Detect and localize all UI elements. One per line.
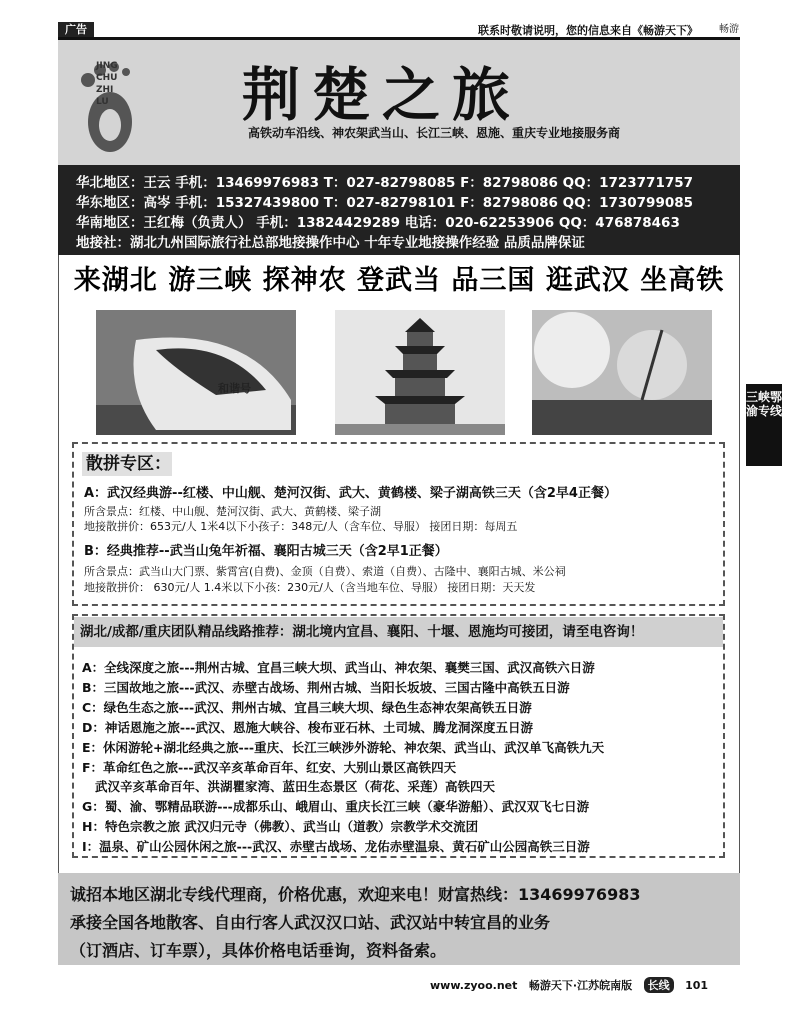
- route-a-price: 地接散拼价：653元/人 1米4以下小孩子：348元/人（含车位、导服） 接团日期：每周五: [84, 520, 518, 533]
- tour-route: F：革命红色之旅---武汉辛亥革命百年、红安、大别山景区高铁四天: [82, 760, 457, 775]
- recruit-line: 承接全国各地散客、自由行客人武汉汉口站、武汉站中转宜昌的业务: [70, 913, 551, 932]
- route-b-title: B：经典推荐--武当山兔年祈福、襄阳古城三天（含2早1正餐）: [84, 544, 448, 559]
- train-sign-text: 和谐号: [218, 382, 251, 395]
- agent-recruit-block: [58, 873, 740, 965]
- photo-cherry-blossom-lake: [532, 310, 712, 435]
- contact-line: 华北地区：王云 手机：13469976983 T：027-82798085 F：82798086 QQ：1723771757: [76, 175, 694, 191]
- contact-line: 华东地区：高岑 手机：15327439800 T：027-82798101 F：82798086 QQ：1730799085: [76, 195, 694, 211]
- route-a-title: A：武汉经典游--红楼、中山舰、楚河汉街、武大、黄鹤楼、梁子湖高铁三天（含2早4正餐）: [84, 486, 617, 501]
- brand-title: 荆楚之旅: [242, 61, 523, 129]
- route-b-spots: 所含景点：武当山大门票、紫霄宫(自费)、金顶（自费）、索道（自费）、古隆中、襄阳古城、米公祠: [84, 565, 566, 578]
- sanpin-heading: 散拼专区：: [82, 452, 172, 476]
- slogan: 来湖北 游三峡 探神农 登武当 品三国 逛武汉 坐高铁: [73, 265, 725, 296]
- tour-route: G：蜀、渝、鄂精品联游---成都乐山、峨眉山、重庆长江三峡（豪华游船）、武汉双飞七日游: [82, 799, 590, 814]
- tour-route: D：神话恩施之旅---武汉、恩施大峡谷、梭布亚石林、土司城、腾龙洞深度五日游: [82, 720, 533, 735]
- recruit-line: 诚招本地区湖北专线代理商，价格优惠，欢迎来电！财富热线：13469976983: [70, 885, 641, 904]
- page-number: 101: [685, 979, 709, 992]
- tour-route: H：特色宗教之旅 武汉归元寺（佛教）、武当山（道教）宗教学术交流团: [82, 819, 479, 834]
- lake-image: [532, 310, 712, 435]
- photo-yellow-crane-tower: [335, 310, 505, 435]
- footer-section-pill: 长线: [644, 977, 674, 993]
- tour-route: 武汉辛亥革命百年、洪湖瞿家湾、蓝田生态景区（荷花、采莲）高铁四天: [82, 779, 496, 794]
- source-note: 联系时敬请说明，您的信息来自《畅游天下》: [478, 24, 698, 37]
- footer-site: www.zyoo.net: [430, 979, 518, 992]
- tours-heading: 湖北/成都/重庆团队精品线路推荐：湖北境内宜昌、襄阳、十堰、恩施均可接团，请至电咨询！: [74, 617, 723, 647]
- tour-route: I：温泉、矿山公园休闲之旅---武汉、赤壁古战场、龙佑赤壁温泉、黄石矿山公园高铁三日游: [82, 839, 590, 854]
- magazine-logo-icon: 畅游: [719, 24, 739, 35]
- brand-subtitle: 高铁动车沿线、神农架武当山、长江三峡、恩施、重庆专业地接服务商: [248, 126, 621, 140]
- contact-line: 地接社：湖北九州国际旅行社总部地接操作中心 十年专业地接操作经验 品质品牌保证: [76, 235, 585, 251]
- contacts-block: [58, 165, 740, 255]
- ad-tag: 广告: [58, 22, 94, 38]
- section-side-tab: 三峡鄂渝专线: [746, 384, 782, 466]
- page-footer: [430, 977, 708, 993]
- route-b-price: 地接散拼价： 630元/人 1.4米以下小孩：230元/人（含当地车位、导服） 接团日期：天天发: [84, 581, 536, 594]
- contact-line: 华南地区：王红梅（负责人） 手机：13824429289 电话：020-62253906 QQ：476878463: [76, 215, 680, 231]
- train-image: [96, 310, 296, 435]
- recruit-line: （订酒店、订车票），具体价格电话垂询，资料备索。: [70, 941, 447, 960]
- route-a-spots: 所含景点：红楼、中山舰、楚河汉街、武大、黄鹤楼、梁子湖: [84, 505, 381, 518]
- tour-route: E：休闲游轮+湖北经典之旅---重庆、长江三峡涉外游轮、神农架、武当山、武汉单飞高铁九天: [82, 740, 605, 755]
- tour-route: A：全线深度之旅---荆州古城、宜昌三峡大坝、武当山、神农架、襄樊三国、武汉高铁六日游: [82, 660, 595, 675]
- tour-route: C：绿色生态之旅---武汉、荆州古城、宜昌三峡大坝、绿色生态神农架高铁五日游: [82, 700, 532, 715]
- pagoda-image: [335, 310, 505, 435]
- tour-route: B：三国故地之旅---武汉、赤壁古战场、荆州古城、当阳长坂坡、三国古隆中高铁五日游: [82, 680, 570, 695]
- footer-magazine: 畅游天下·江苏皖南版: [528, 979, 633, 992]
- logo-letters: JING CHU ZHI LU: [96, 61, 118, 107]
- photo-high-speed-train: [96, 310, 296, 435]
